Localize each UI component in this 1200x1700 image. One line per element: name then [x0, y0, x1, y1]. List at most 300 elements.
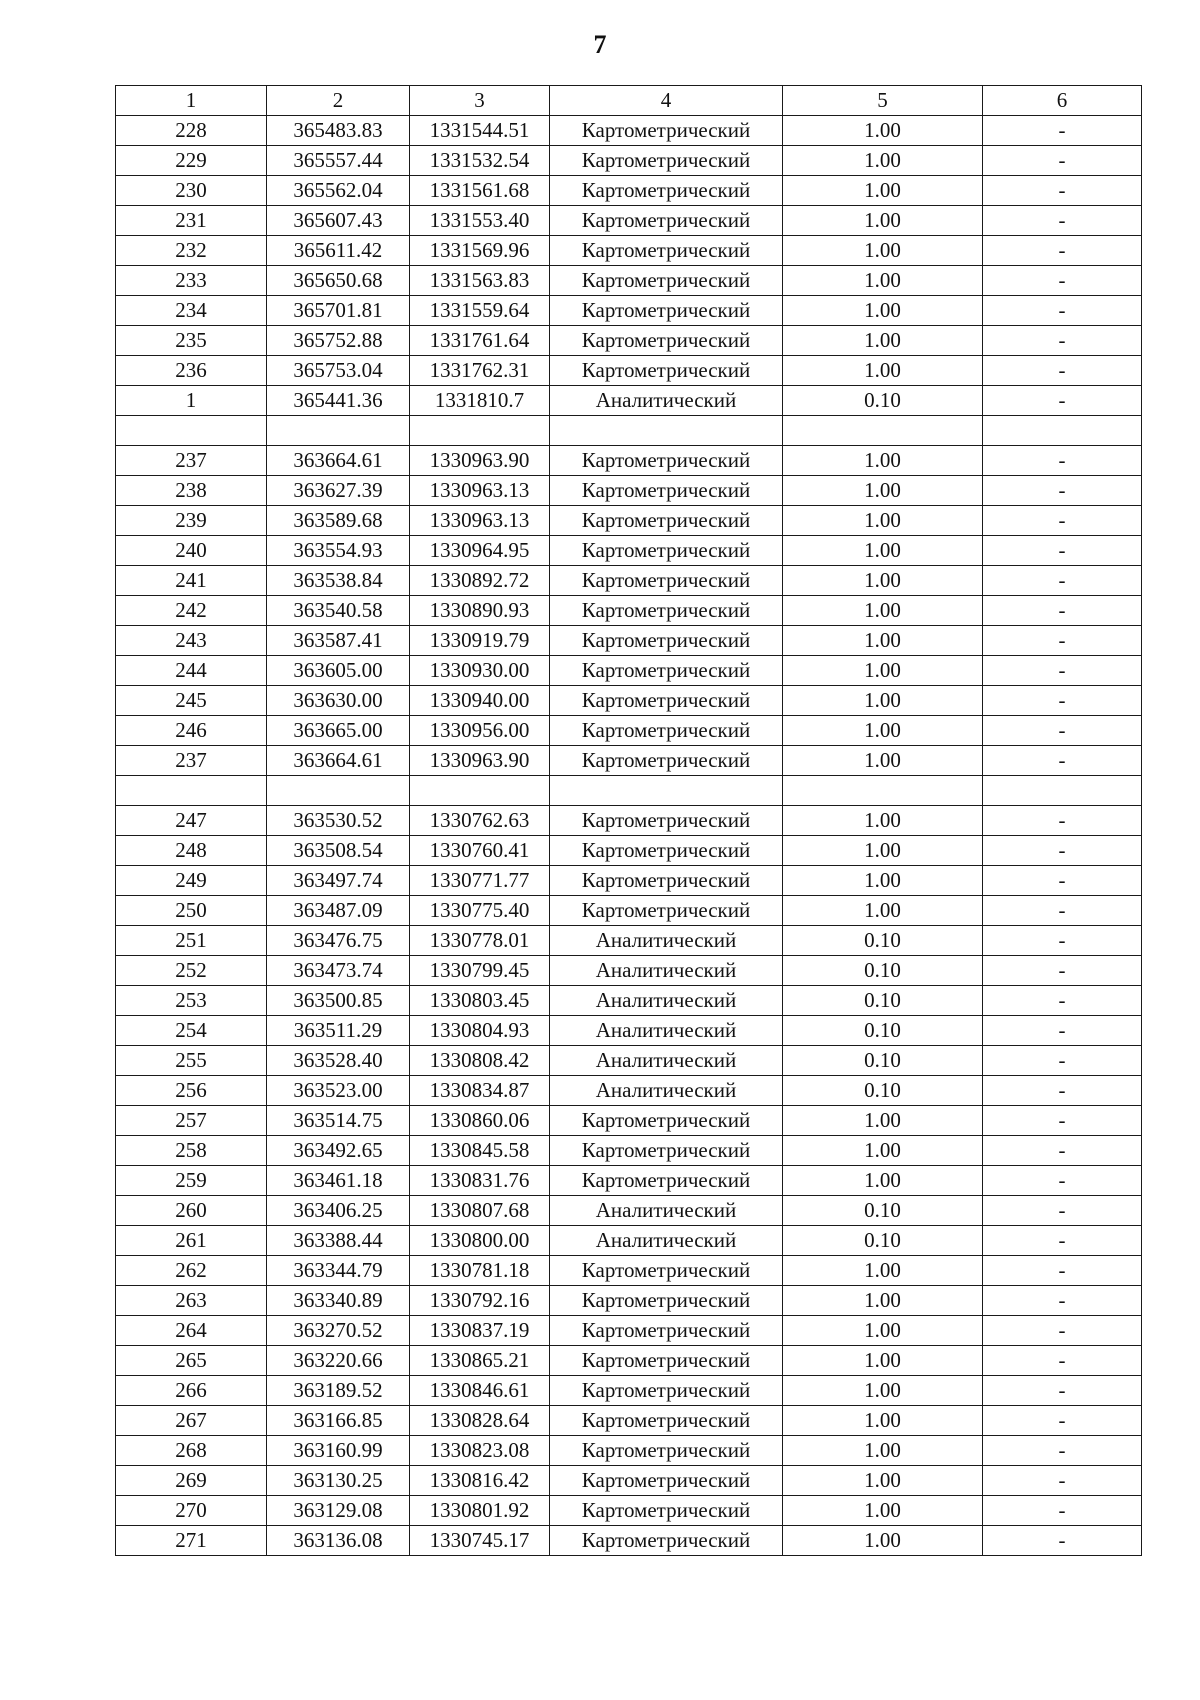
table-cell: 1.00 — [783, 1526, 983, 1556]
table-cell: 363554.93 — [267, 536, 410, 566]
table-cell: 1330834.87 — [410, 1076, 550, 1106]
table-row — [116, 836, 1142, 866]
table-cell: Аналитический — [550, 956, 783, 986]
table-cell: 365701.81 — [267, 296, 410, 326]
table-cell: 1331561.68 — [410, 176, 550, 206]
table-cell: Картометрический — [550, 1106, 783, 1136]
table-row — [116, 776, 1142, 806]
table-cell — [410, 416, 550, 446]
table-cell: 1330930.00 — [410, 656, 550, 686]
table-cell: 363406.25 — [267, 1196, 410, 1226]
table-cell: 1.00 — [783, 716, 983, 746]
table-cell: 257 — [116, 1106, 267, 1136]
table-cell: - — [983, 146, 1142, 176]
table-cell: 267 — [116, 1406, 267, 1436]
table-cell: 1.00 — [783, 866, 983, 896]
table-cell: 363508.54 — [267, 836, 410, 866]
column-header: 3 — [410, 86, 550, 116]
table-cell: - — [983, 1466, 1142, 1496]
table-cell: Картометрический — [550, 1466, 783, 1496]
table-cell: 255 — [116, 1046, 267, 1076]
table-cell: Картометрический — [550, 806, 783, 836]
table-cell: - — [983, 686, 1142, 716]
table-cell: Картометрический — [550, 176, 783, 206]
table-row — [116, 926, 1142, 956]
table-cell: 246 — [116, 716, 267, 746]
table-cell: Картометрический — [550, 596, 783, 626]
table-cell: 1.00 — [783, 1376, 983, 1406]
table-cell: 1.00 — [783, 626, 983, 656]
table-cell: 265 — [116, 1346, 267, 1376]
table-cell: 1.00 — [783, 206, 983, 236]
table-cell: 1.00 — [783, 1256, 983, 1286]
table-cell: 363514.75 — [267, 1106, 410, 1136]
table-cell: 1330940.00 — [410, 686, 550, 716]
table-cell: 365557.44 — [267, 146, 410, 176]
table-cell: Картометрический — [550, 1166, 783, 1196]
table-cell: - — [983, 806, 1142, 836]
table-cell: 1330860.06 — [410, 1106, 550, 1136]
table-cell: 363160.99 — [267, 1436, 410, 1466]
table-cell: 363476.75 — [267, 926, 410, 956]
table-cell: 1330837.19 — [410, 1316, 550, 1346]
table-cell: 228 — [116, 116, 267, 146]
table-cell: 363664.61 — [267, 446, 410, 476]
table-row — [116, 1076, 1142, 1106]
table-cell: 363589.68 — [267, 506, 410, 536]
table-cell: - — [983, 1046, 1142, 1076]
table-cell: 363630.00 — [267, 686, 410, 716]
table-row — [116, 716, 1142, 746]
table-cell: 1.00 — [783, 506, 983, 536]
table-cell: 365441.36 — [267, 386, 410, 416]
table-row — [116, 1286, 1142, 1316]
table-cell: - — [983, 1376, 1142, 1406]
table-cell: 252 — [116, 956, 267, 986]
table-cell: 363540.58 — [267, 596, 410, 626]
table-cell: - — [983, 1136, 1142, 1166]
table-cell — [783, 776, 983, 806]
table-cell: 1330828.64 — [410, 1406, 550, 1436]
table-cell: 1330823.08 — [410, 1436, 550, 1466]
table-cell: 363605.00 — [267, 656, 410, 686]
table-cell: 268 — [116, 1436, 267, 1466]
table-cell — [267, 416, 410, 446]
table-row — [116, 1196, 1142, 1226]
table-cell: 1.00 — [783, 146, 983, 176]
table-cell: 1330890.93 — [410, 596, 550, 626]
table-row — [116, 476, 1142, 506]
table-cell: 262 — [116, 1256, 267, 1286]
table-cell: 0.10 — [783, 986, 983, 1016]
table-cell: 363530.52 — [267, 806, 410, 836]
table-cell: 1330963.13 — [410, 476, 550, 506]
table-cell: 1.00 — [783, 1136, 983, 1166]
table-cell: - — [983, 446, 1142, 476]
table-cell: - — [983, 866, 1142, 896]
table-cell: Картометрический — [550, 236, 783, 266]
table-cell: 0.10 — [783, 1046, 983, 1076]
table-cell: - — [983, 266, 1142, 296]
column-header: 5 — [783, 86, 983, 116]
table-cell — [550, 416, 783, 446]
table-cell: Картометрический — [550, 536, 783, 566]
table-cell: 248 — [116, 836, 267, 866]
table-cell: 363136.08 — [267, 1526, 410, 1556]
table-cell: Аналитический — [550, 1226, 783, 1256]
table-row — [116, 386, 1142, 416]
table-cell: 1331559.64 — [410, 296, 550, 326]
table-cell: - — [983, 746, 1142, 776]
table-cell: - — [983, 1526, 1142, 1556]
table-cell: 1330792.16 — [410, 1286, 550, 1316]
table-row — [116, 206, 1142, 236]
table-cell: - — [983, 956, 1142, 986]
table-cell: Картометрический — [550, 296, 783, 326]
table-cell: 1.00 — [783, 1436, 983, 1466]
table-body — [116, 116, 1142, 1556]
table-cell: Картометрический — [550, 1256, 783, 1286]
table-cell: 241 — [116, 566, 267, 596]
table-cell: 240 — [116, 536, 267, 566]
table-cell: - — [983, 236, 1142, 266]
table-cell: 1.00 — [783, 1316, 983, 1346]
table-row — [116, 236, 1142, 266]
table-cell — [410, 776, 550, 806]
table-cell: 1.00 — [783, 596, 983, 626]
table-row — [116, 266, 1142, 296]
table-cell: 363538.84 — [267, 566, 410, 596]
page-number: 7 — [593, 30, 607, 59]
table-cell: 1331569.96 — [410, 236, 550, 266]
table-cell: 1330846.61 — [410, 1376, 550, 1406]
header-row — [116, 86, 1142, 116]
table-cell: 256 — [116, 1076, 267, 1106]
table-cell: Картометрический — [550, 1346, 783, 1376]
table-cell: 247 — [116, 806, 267, 836]
table-cell: Картометрический — [550, 446, 783, 476]
table-cell: 363664.61 — [267, 746, 410, 776]
table-cell: 365650.68 — [267, 266, 410, 296]
table-cell: 231 — [116, 206, 267, 236]
table-cell: 1330778.01 — [410, 926, 550, 956]
table-cell: 1331553.40 — [410, 206, 550, 236]
table-cell: 1330807.68 — [410, 1196, 550, 1226]
table-cell: Картометрический — [550, 326, 783, 356]
table-cell: Картометрический — [550, 866, 783, 896]
table-row — [116, 446, 1142, 476]
table-cell: - — [983, 1226, 1142, 1256]
table-cell: 254 — [116, 1016, 267, 1046]
table-cell: - — [983, 1316, 1142, 1346]
table-cell: Картометрический — [550, 566, 783, 596]
table-row — [116, 1136, 1142, 1166]
table-cell: 245 — [116, 686, 267, 716]
table-cell: Картометрический — [550, 1136, 783, 1166]
table-cell: 1330865.21 — [410, 1346, 550, 1376]
table-cell: 363500.85 — [267, 986, 410, 1016]
table-row — [116, 506, 1142, 536]
table-cell: Картометрический — [550, 1436, 783, 1466]
table-cell: - — [983, 296, 1142, 326]
table-cell: Картометрический — [550, 1406, 783, 1436]
table-row — [116, 116, 1142, 146]
table-cell: 365562.04 — [267, 176, 410, 206]
table-cell: Картометрический — [550, 746, 783, 776]
table-cell: 249 — [116, 866, 267, 896]
table-row — [116, 746, 1142, 776]
table-cell: 1330781.18 — [410, 1256, 550, 1286]
table-cell: 363344.79 — [267, 1256, 410, 1286]
table-cell: 365611.42 — [267, 236, 410, 266]
table-row — [116, 866, 1142, 896]
table-cell: 1330963.90 — [410, 446, 550, 476]
table-cell: 1330771.77 — [410, 866, 550, 896]
table-cell: 1330816.42 — [410, 1466, 550, 1496]
table-cell: 266 — [116, 1376, 267, 1406]
table-cell: Картометрический — [550, 356, 783, 386]
table-cell — [116, 416, 267, 446]
table-cell: 363129.08 — [267, 1496, 410, 1526]
table-cell: 251 — [116, 926, 267, 956]
column-header: 6 — [983, 86, 1142, 116]
table-cell: 1.00 — [783, 656, 983, 686]
table-cell: Картометрический — [550, 1526, 783, 1556]
table-row — [116, 1316, 1142, 1346]
table-cell: Картометрический — [550, 716, 783, 746]
table-cell: 1.00 — [783, 1346, 983, 1376]
table-cell: Картометрический — [550, 506, 783, 536]
table-row — [116, 1166, 1142, 1196]
table-cell: 271 — [116, 1526, 267, 1556]
table-cell: 1331761.64 — [410, 326, 550, 356]
table-cell: 0.10 — [783, 1016, 983, 1046]
table-cell: - — [983, 1286, 1142, 1316]
table-cell: 0.10 — [783, 926, 983, 956]
table-cell: 0.10 — [783, 386, 983, 416]
table-cell: 1331544.51 — [410, 116, 550, 146]
table-row — [116, 536, 1142, 566]
table-cell — [116, 776, 267, 806]
table-cell: - — [983, 986, 1142, 1016]
table-cell: - — [983, 1406, 1142, 1436]
table-cell: 1330803.45 — [410, 986, 550, 1016]
table-cell: 1330963.90 — [410, 746, 550, 776]
table-cell: - — [983, 656, 1142, 686]
table-cell: 363220.66 — [267, 1346, 410, 1376]
table-cell — [267, 776, 410, 806]
table-cell: - — [983, 206, 1142, 236]
table-cell: Картометрический — [550, 1496, 783, 1526]
table-cell: 363665.00 — [267, 716, 410, 746]
table-row — [116, 596, 1142, 626]
table-cell: - — [983, 626, 1142, 656]
table-cell: - — [983, 1196, 1142, 1226]
table-cell: 258 — [116, 1136, 267, 1166]
table-cell: Картометрический — [550, 1376, 783, 1406]
table-cell: Аналитический — [550, 1046, 783, 1076]
table-cell: 363487.09 — [267, 896, 410, 926]
table-row — [116, 956, 1142, 986]
table-cell: 1.00 — [783, 1166, 983, 1196]
table-cell: 363189.52 — [267, 1376, 410, 1406]
table-row — [116, 1526, 1142, 1556]
table-cell: 237 — [116, 446, 267, 476]
table-cell: 1.00 — [783, 356, 983, 386]
table-row — [116, 656, 1142, 686]
table-cell: 363270.52 — [267, 1316, 410, 1346]
table-cell: Картометрический — [550, 686, 783, 716]
table-cell: 1.00 — [783, 446, 983, 476]
table-row — [116, 1406, 1142, 1436]
table-row — [116, 566, 1142, 596]
table-cell: - — [983, 1346, 1142, 1376]
column-header: 4 — [550, 86, 783, 116]
table-cell: - — [983, 326, 1142, 356]
table-row — [116, 296, 1142, 326]
table-cell: 269 — [116, 1466, 267, 1496]
table-cell: 1330919.79 — [410, 626, 550, 656]
table-cell: 1330801.92 — [410, 1496, 550, 1526]
table-cell: 270 — [116, 1496, 267, 1526]
table-cell: 1.00 — [783, 326, 983, 356]
table-cell: 1.00 — [783, 806, 983, 836]
table-cell: 1330808.42 — [410, 1046, 550, 1076]
table-cell: - — [983, 536, 1142, 566]
table-cell: 1.00 — [783, 1106, 983, 1136]
table-cell: 1.00 — [783, 1466, 983, 1496]
table-cell: 1330831.76 — [410, 1166, 550, 1196]
table-cell: - — [983, 176, 1142, 206]
table-cell: 0.10 — [783, 1076, 983, 1106]
table-cell: Аналитический — [550, 1196, 783, 1226]
column-header: 1 — [116, 86, 267, 116]
table-cell: - — [983, 1256, 1142, 1286]
table-cell: 363492.65 — [267, 1136, 410, 1166]
table-cell: 365607.43 — [267, 206, 410, 236]
table-cell: - — [983, 896, 1142, 926]
table-cell: Картометрический — [550, 896, 783, 926]
table-cell: 259 — [116, 1166, 267, 1196]
table-cell: 1330799.45 — [410, 956, 550, 986]
table-cell: 1330964.95 — [410, 536, 550, 566]
table-cell: 0.10 — [783, 956, 983, 986]
table-cell: - — [983, 476, 1142, 506]
table-cell: 261 — [116, 1226, 267, 1256]
table-cell: - — [983, 926, 1142, 956]
table-row — [116, 1436, 1142, 1466]
table-row — [116, 1256, 1142, 1286]
table-cell: 243 — [116, 626, 267, 656]
table-cell: 1.00 — [783, 1286, 983, 1316]
table-cell: 1330845.58 — [410, 1136, 550, 1166]
table-row — [116, 1346, 1142, 1376]
table-cell: Картометрический — [550, 476, 783, 506]
table-cell: 230 — [116, 176, 267, 206]
table-cell: 1.00 — [783, 896, 983, 926]
table-row — [116, 1226, 1142, 1256]
table-cell: 263 — [116, 1286, 267, 1316]
table-row — [116, 326, 1142, 356]
table-cell: Картометрический — [550, 1316, 783, 1346]
table-cell: 244 — [116, 656, 267, 686]
table-row — [116, 1466, 1142, 1496]
table-cell: 365752.88 — [267, 326, 410, 356]
table-cell: - — [983, 716, 1142, 746]
table-cell: Картометрический — [550, 836, 783, 866]
table-cell: Аналитический — [550, 986, 783, 1016]
table-cell: 1.00 — [783, 176, 983, 206]
table-cell: Картометрический — [550, 146, 783, 176]
table-cell: 0.10 — [783, 1226, 983, 1256]
table-cell: 1.00 — [783, 686, 983, 716]
table-cell: 363627.39 — [267, 476, 410, 506]
column-header: 2 — [267, 86, 410, 116]
table-cell: - — [983, 386, 1142, 416]
table-cell: - — [983, 1076, 1142, 1106]
table-cell: 229 — [116, 146, 267, 176]
table-cell: 363166.85 — [267, 1406, 410, 1436]
table-cell: 1.00 — [783, 746, 983, 776]
table-cell: 238 — [116, 476, 267, 506]
table-cell: 363523.00 — [267, 1076, 410, 1106]
table-cell: 1330800.00 — [410, 1226, 550, 1256]
table-cell: 1.00 — [783, 116, 983, 146]
table-row — [116, 1046, 1142, 1076]
table-cell: Аналитический — [550, 1016, 783, 1046]
table-row — [116, 1106, 1142, 1136]
table-cell: 237 — [116, 746, 267, 776]
table-cell: Картометрический — [550, 656, 783, 686]
table-cell: 1330963.13 — [410, 506, 550, 536]
table-cell: - — [983, 566, 1142, 596]
table-cell: Картометрический — [550, 626, 783, 656]
table-cell: - — [983, 506, 1142, 536]
table-cell: 1.00 — [783, 566, 983, 596]
table-cell: 235 — [116, 326, 267, 356]
coordinates-table — [115, 85, 1142, 1556]
table-cell: 1 — [116, 386, 267, 416]
table-cell: Аналитический — [550, 386, 783, 416]
table-cell: Картометрический — [550, 266, 783, 296]
table-cell: - — [983, 1166, 1142, 1196]
table-cell: 363461.18 — [267, 1166, 410, 1196]
table-cell: 1331762.31 — [410, 356, 550, 386]
table-cell: - — [983, 116, 1142, 146]
table-cell — [983, 416, 1142, 446]
table-cell: 1331563.83 — [410, 266, 550, 296]
table-cell: 363130.25 — [267, 1466, 410, 1496]
table-cell: 1.00 — [783, 266, 983, 296]
table-row — [116, 626, 1142, 656]
table-cell: 365483.83 — [267, 116, 410, 146]
table-cell: - — [983, 1496, 1142, 1526]
table-cell: 253 — [116, 986, 267, 1016]
table-cell — [550, 776, 783, 806]
table-cell: Картометрический — [550, 116, 783, 146]
table-cell: 1330804.93 — [410, 1016, 550, 1046]
table-row — [116, 986, 1142, 1016]
table-cell: 1330762.63 — [410, 806, 550, 836]
table-row — [116, 806, 1142, 836]
table-cell: - — [983, 356, 1142, 386]
table-cell: 1330760.41 — [410, 836, 550, 866]
table-cell: 236 — [116, 356, 267, 386]
table-cell — [983, 776, 1142, 806]
table-row — [116, 1376, 1142, 1406]
table-cell: 242 — [116, 596, 267, 626]
table-cell: 1.00 — [783, 1496, 983, 1526]
